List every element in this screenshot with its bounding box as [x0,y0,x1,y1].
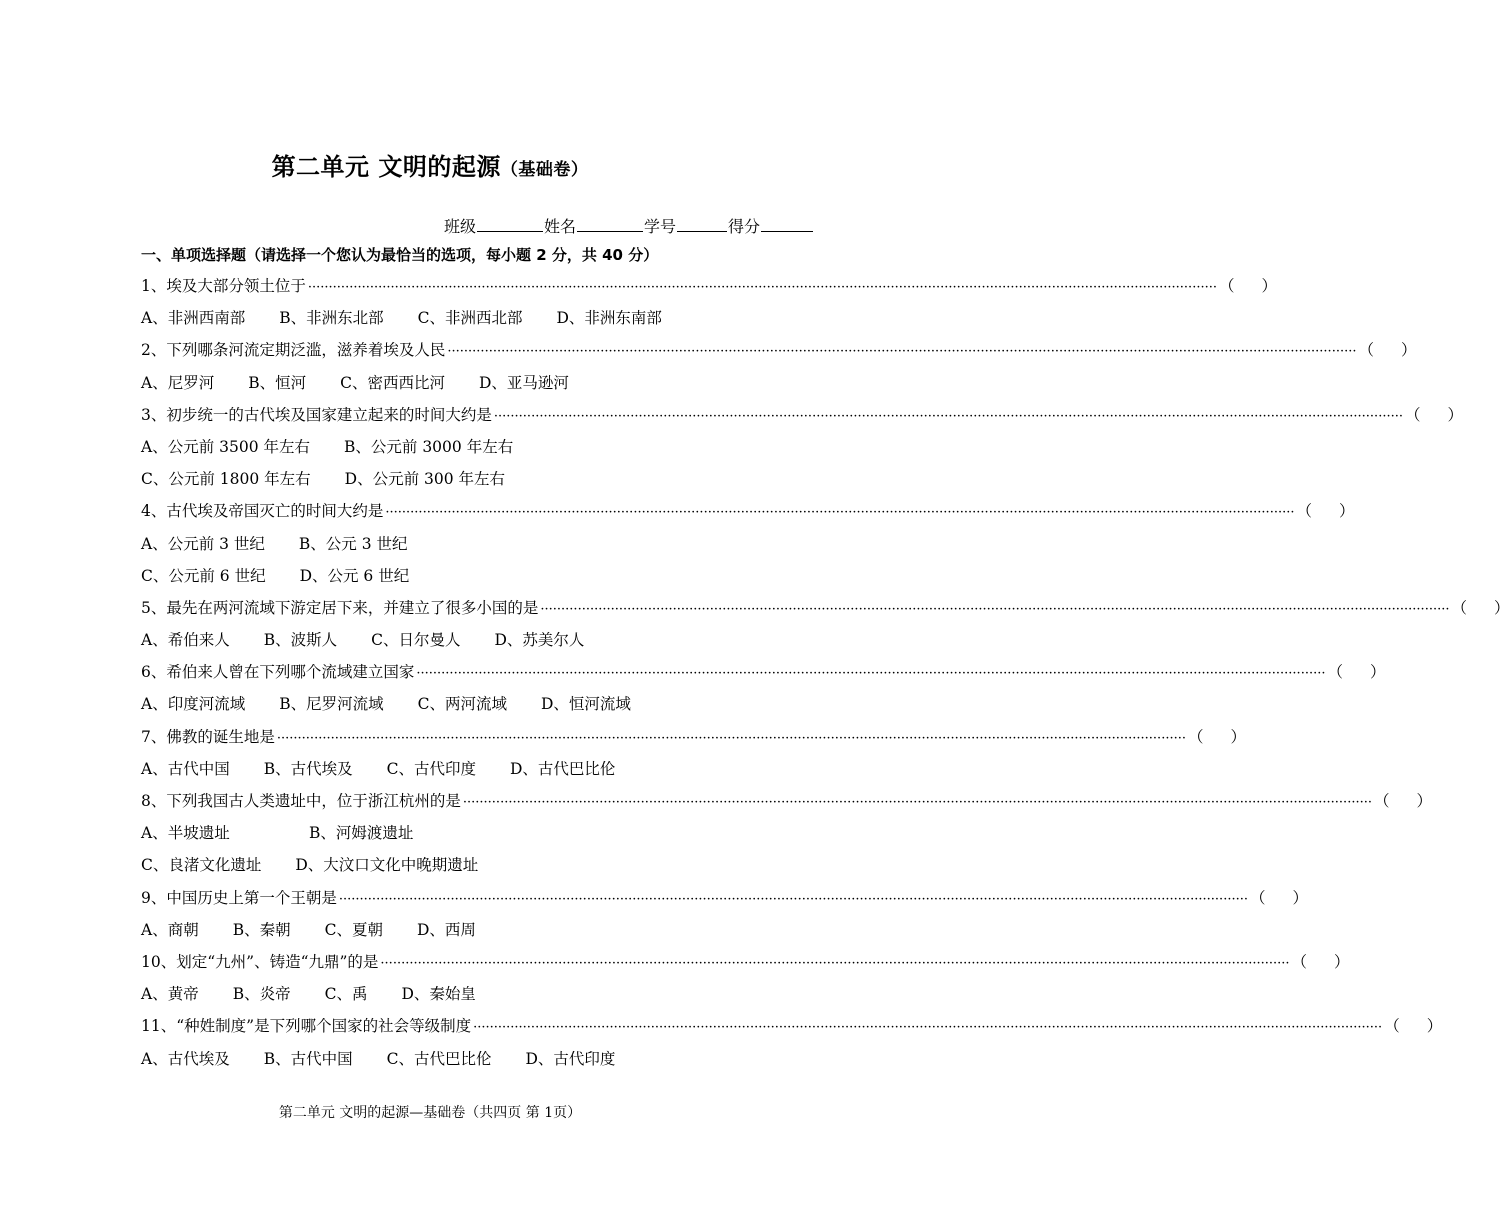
answer-option[interactable]: A、商朝 [141,920,199,939]
dot-leader: ···························································································································································································································· [385,505,1295,521]
question-text: 6、希伯来人曾在下列哪个流域建立国家 [141,663,415,682]
dot-leader: ···························································································································································································································· [540,601,1450,617]
options-row [141,853,821,885]
question-text: 7、佛教的诞生地是 [141,727,275,746]
title-main: 第二单元 文明的起源 [271,153,501,181]
answer-option[interactable]: A、半坡遗址 [141,824,230,843]
question-text: 5、最先在两河流域下游定居下来，并建立了很多小国的是 [141,598,539,617]
bracket-close: ） [1230,727,1246,746]
question-row [141,338,1417,370]
question-text: 4、古代埃及帝国灭亡的时间大约是 [141,502,384,521]
dot-leader: ···························································································································································································································· [493,408,1403,424]
answer-option[interactable]: B、河姆渡遗址 [309,824,414,843]
answer-option[interactable]: A、公元前 3 世纪 [141,534,265,553]
answer-bracket[interactable] [1219,274,1277,298]
bracket-close: ） [1447,405,1463,424]
answer-option[interactable]: B、公元 3 世纪 [298,534,408,553]
options-row [141,628,821,660]
question-row [141,950,1350,982]
page-footer: 第二单元 文明的起源—基础卷（共四页 第 1页） [278,1105,582,1121]
bracket-open: （ [1188,727,1204,746]
question-text: 9、中国历史上第一个王朝是 [141,888,337,907]
question-text: 2、下列哪条河流定期泛滥，滋养着埃及人民 [141,341,446,360]
question-row [141,499,1355,531]
bracket-open: （ [1250,888,1266,907]
answer-option[interactable]: A、印度河流域 [141,695,246,714]
answer-option[interactable]: A、古代中国 [141,759,230,778]
answer-option[interactable]: C、两河流域 [417,695,507,714]
options-row [141,371,821,403]
answer-option[interactable]: D、秦始皇 [401,985,476,1004]
bracket-open: （ [1384,1017,1400,1036]
class-blank[interactable] [477,215,543,232]
page-title [0,147,860,182]
dot-leader: ···························································································································································································································· [380,955,1290,971]
answer-bracket[interactable] [1359,338,1417,362]
answer-bracket[interactable] [1328,660,1386,684]
answer-option[interactable]: B、恒河 [248,373,307,392]
answer-option[interactable]: C、古代巴比伦 [386,1049,492,1068]
answer-option[interactable]: B、炎帝 [232,985,291,1004]
answer-option[interactable]: D、非洲东南部 [556,309,662,328]
question-text: 8、下列我国古人类遗址中，位于浙江杭州的是 [141,792,461,810]
class-label: 班级 [443,217,476,236]
bracket-open: （ [1296,502,1313,521]
bracket-open: （ [1358,341,1375,360]
student-id-label: 学号 [643,217,676,236]
answer-option[interactable]: D、西周 [416,920,476,939]
answer-option[interactable]: A、黄帝 [141,985,199,1004]
options-row [141,918,821,950]
answer-option[interactable]: C、日尔曼人 [371,631,461,650]
answer-option[interactable]: C、密西西比河 [340,373,445,392]
options-row [141,692,821,724]
question-text: 11、“种姓制度”是下列哪个国家的社会等级制度 [141,1017,472,1036]
bracket-close: ） [1426,1017,1443,1036]
answer-option[interactable]: C、夏朝 [324,920,383,939]
bracket-open: （ [1405,405,1421,424]
answer-option[interactable]: D、古代巴比伦 [509,759,616,778]
dot-leader: ···························································································································································································································· [447,344,1357,360]
answer-option[interactable]: B、古代中国 [263,1049,353,1068]
answer-bracket[interactable] [1188,725,1246,749]
section-heading: 一、单项选择题（请选择一个您认为最恰当的选项，每小题 2 分，共 40 分） [141,246,659,264]
answer-option[interactable]: D、大汶口文化中晚期遗址 [295,856,479,875]
options-row [141,564,821,596]
answer-option[interactable]: C、公元前 6 世纪 [141,566,266,585]
bracket-open: （ [1327,663,1344,682]
student-info-line [444,214,814,237]
question-row [141,725,1246,757]
bracket-close: ） [1369,663,1386,682]
name-label: 姓名 [543,217,576,236]
bracket-close: ） [1493,598,1510,617]
student-id-blank[interactable] [677,215,727,232]
answer-option[interactable]: D、古代印度 [525,1049,616,1068]
title-subtitle: （基础卷） [500,160,589,180]
question-row [141,886,1308,918]
answer-option[interactable]: B、公元前 3000 年左右 [344,437,514,456]
answer-option[interactable]: A、公元前 3500 年左右 [141,437,310,456]
question-row [141,789,1432,821]
answer-bracket[interactable] [1292,950,1350,974]
options-row [141,306,821,338]
dot-leader: ···························································································································································································································· [462,795,1372,810]
dot-leader: ···························································································································································································································· [307,280,1217,295]
answer-option[interactable]: A、尼罗河 [141,373,215,392]
answer-option[interactable]: C、古代印度 [386,759,476,778]
bracket-open: （ [1291,952,1308,971]
answer-option[interactable]: A、非洲西南部 [141,309,246,328]
question-text: 1、埃及大部分领土位于 [141,277,306,295]
answer-bracket[interactable] [1297,499,1355,523]
answer-option[interactable]: B、秦朝 [232,920,291,939]
answer-option[interactable]: B、古代埃及 [263,759,353,778]
options-row [141,982,821,1014]
question-row [141,274,1277,306]
options-row [141,435,821,467]
dot-leader: ···························································································································································································································· [416,666,1326,682]
options-row [141,821,821,853]
answer-bracket[interactable] [1405,403,1463,427]
answer-bracket[interactable] [1250,886,1308,910]
answer-option[interactable]: B、尼罗河流域 [279,695,384,714]
answer-option[interactable]: C、公元前 1800 年左右 [141,470,311,489]
bracket-close: ） [1400,341,1417,360]
dot-leader: ···························································································································································································································· [276,730,1186,746]
question-row [141,403,1463,435]
options-row [141,532,821,564]
question-text: 10、划定“九州”、铸造“九鼎”的是 [141,952,379,971]
answer-option[interactable]: B、波斯人 [263,631,338,650]
options-row [141,1047,821,1079]
answer-option[interactable]: D、公元前 300 年左右 [344,470,506,489]
answer-option[interactable]: C、非洲西北部 [417,309,523,328]
name-blank[interactable] [577,215,643,232]
bracket-close: ） [1416,792,1432,810]
bracket-open: （ [1374,792,1390,810]
answer-option[interactable]: D、恒河流域 [540,695,631,714]
answer-bracket[interactable] [1452,596,1510,620]
question-text: 3、初步统一的古代埃及国家建立起来的时间大约是 [141,405,492,424]
bracket-close: ） [1334,952,1350,971]
answer-option[interactable]: A、古代埃及 [141,1049,230,1068]
bracket-open: （ [1219,277,1235,295]
bracket-close: ） [1338,502,1355,521]
dot-leader: ···························································································································································································································· [473,1020,1383,1036]
bracket-open: （ [1451,598,1468,617]
question-list [141,274,1510,1079]
answer-option[interactable]: B、非洲东北部 [279,309,384,328]
score-blank[interactable] [761,215,813,232]
answer-bracket[interactable] [1374,789,1432,813]
answer-option[interactable]: C、良渚文化遗址 [141,856,262,875]
answer-option[interactable]: D、亚马逊河 [478,373,569,392]
bracket-close: ） [1292,888,1308,907]
options-row [141,757,821,789]
question-row [141,1014,1443,1046]
answer-option[interactable]: A、希伯来人 [141,631,230,650]
options-row [141,467,821,499]
dot-leader: ···························································································································································································································· [338,891,1248,907]
answer-option[interactable]: D、苏美尔人 [494,631,585,650]
answer-bracket[interactable] [1384,1014,1442,1038]
question-row [141,596,1510,628]
score-label: 得分 [727,217,760,236]
bracket-close: ） [1261,277,1277,295]
question-row [141,660,1386,692]
answer-option[interactable]: D、公元 6 世纪 [299,566,410,585]
answer-option[interactable]: C、禹 [324,985,368,1004]
